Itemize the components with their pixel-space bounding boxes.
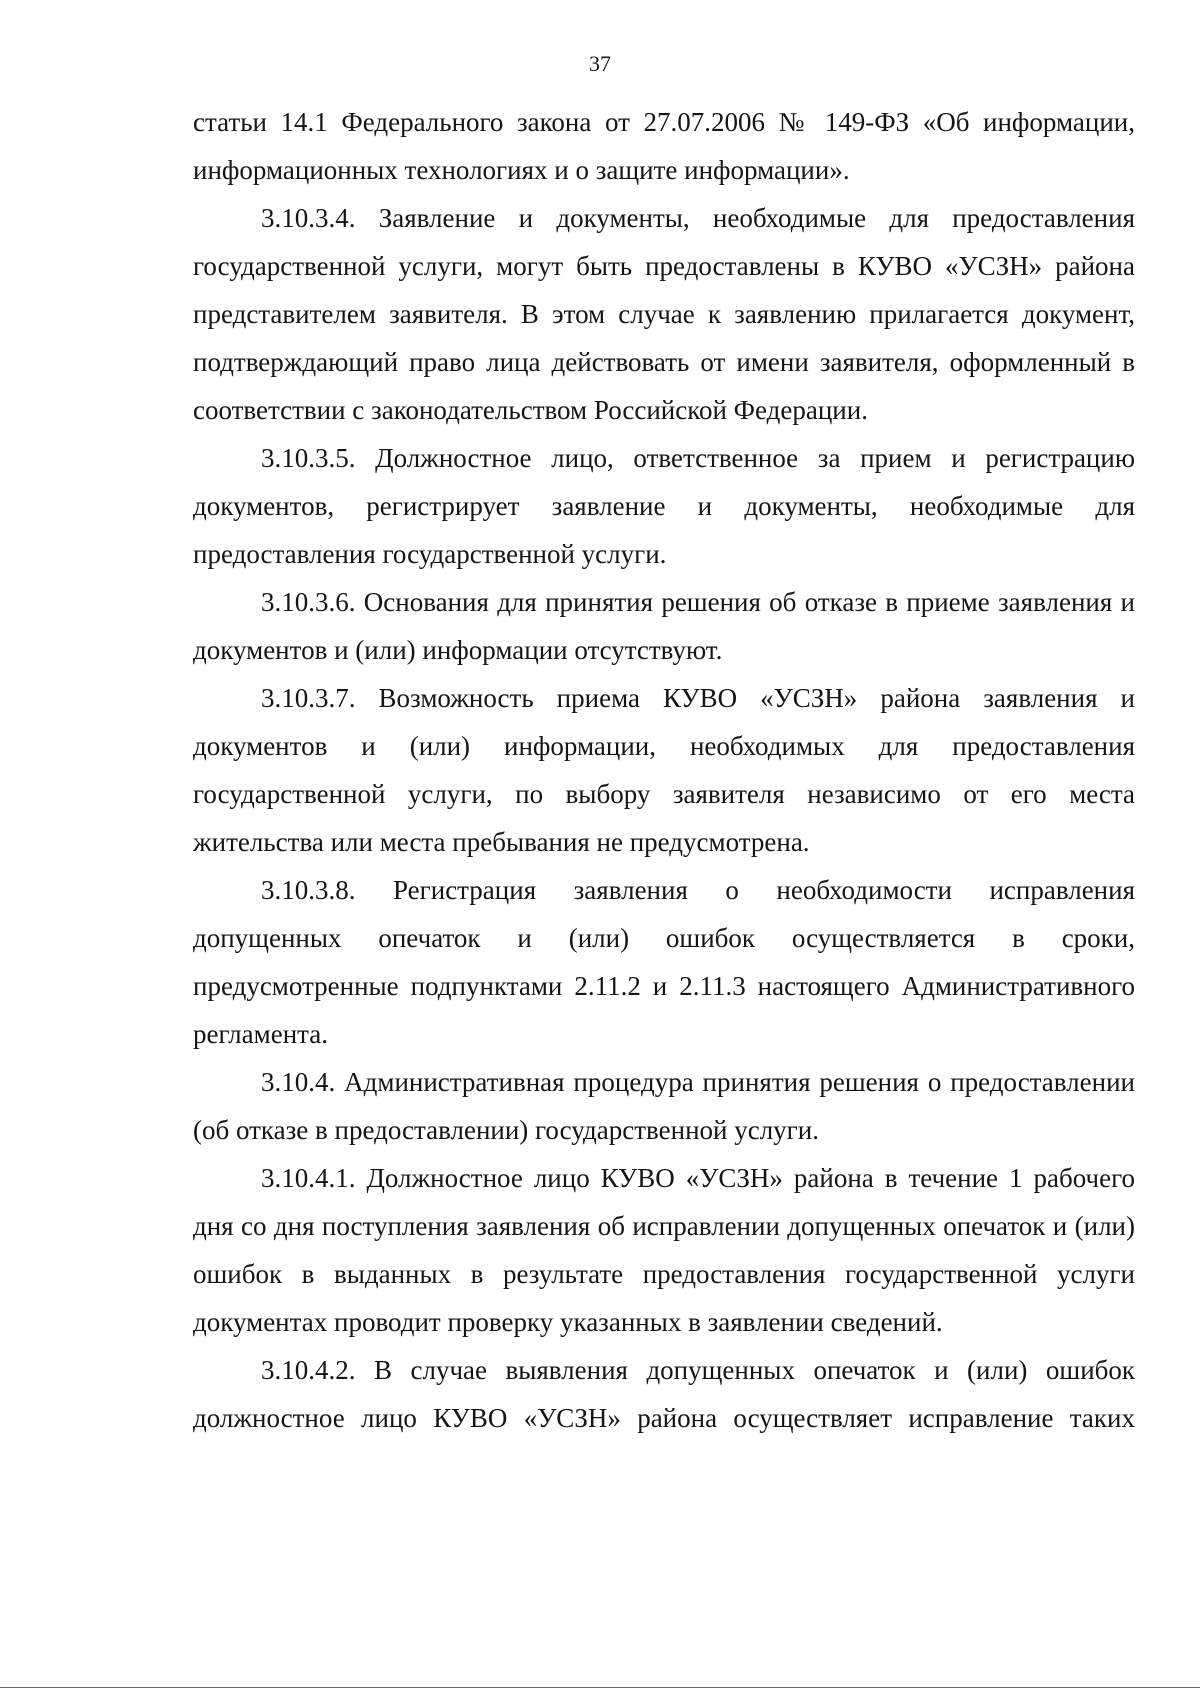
document-body: [193, 98, 1135, 1442]
paragraph-3-10-4: 3.10.4. Административная процедура принятия решения о предоставлении (об отказе в предоставлении) государственной услуги.: [193, 1067, 1135, 1145]
paragraph-3-10-4-1: 3.10.4.1. Должностное лицо КУВО «УСЗН» района в течение 1 рабочего дня со дня поступления заявления об исправлении допущенных опечаток и (или) ошибок в выданных в результате предоставления государственной услуги документах проводит проверку указанных в заявлении сведений.: [193, 1163, 1135, 1337]
paragraph-3-10-3-6: 3.10.3.6. Основания для принятия решения об отказе в приеме заявления и документов и (или) информации отсутствуют.: [193, 587, 1135, 665]
page-bottom-rule: [0, 1687, 1200, 1688]
paragraph-3-10-3-4: 3.10.3.4. Заявление и документы, необходимые для предоставления государственной услуги, могут быть предоставлены в КУВО «УСЗН» района представителем заявителя. В этом случае к заявлению прилагается документ, подтверждающий право лица действовать от имени заявителя, оформленный в соответствии с законодательством Российской Федерации.: [193, 203, 1135, 425]
paragraph-3-10-4-2: 3.10.4.2. В случае выявления допущенных опечаток и (или) ошибок должностное лицо КУВО «УСЗН» района осуществляет исправление таких: [193, 1355, 1135, 1433]
page-number: 37: [589, 51, 611, 76]
paragraph-3-10-3-5: 3.10.3.5. Должностное лицо, ответственное за прием и регистрацию документов, регистрирует заявление и документы, необходимые для предоставления государственной услуги.: [193, 443, 1135, 569]
paragraph-article-reference: статьи 14.1 Федерального закона от 27.07.2006 № 149-ФЗ «Об информации, информационных технологиях и о защите информации».: [193, 107, 1135, 185]
paragraph-3-10-3-7: 3.10.3.7. Возможность приема КУВО «УСЗН» района заявления и документов и (или) информации, необходимых для предоставления государственной услуги, по выбору заявителя независимо от его места жительства или места пребывания не предусмотрена.: [193, 683, 1135, 857]
paragraph-3-10-3-8: 3.10.3.8. Регистрация заявления о необходимости исправления допущенных опечаток и (или) ошибок осуществляется в сроки, предусмотренные подпунктами 2.11.2 и 2.11.3 настоящего Административного регламента.: [193, 875, 1135, 1049]
